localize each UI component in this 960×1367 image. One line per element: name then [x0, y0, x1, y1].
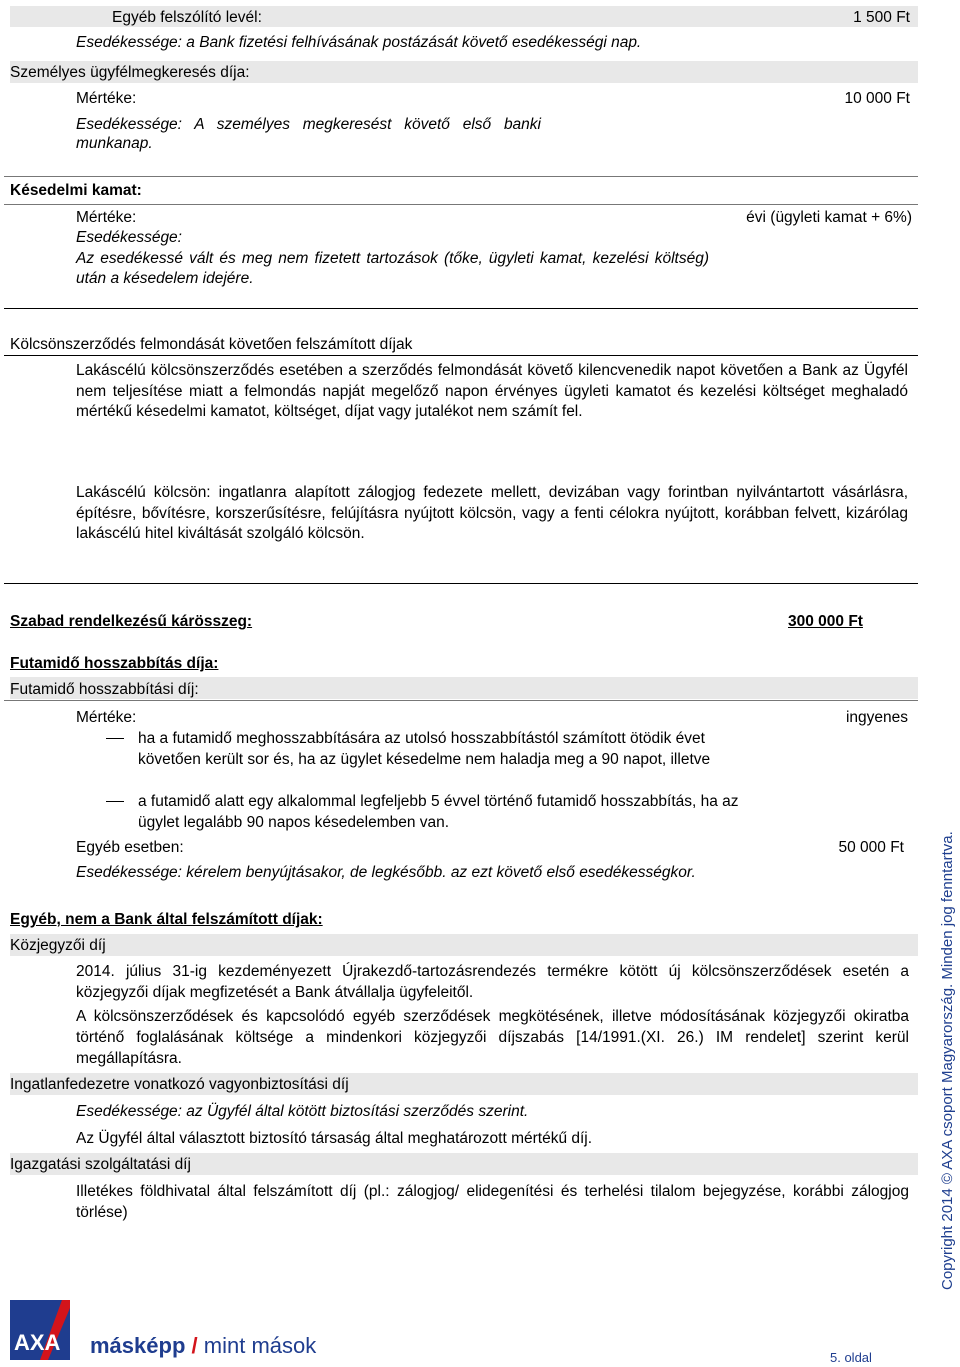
slogan-slash: /	[191, 1333, 198, 1358]
divider	[4, 176, 918, 177]
other-cases-label: Egyéb esetben:	[76, 839, 184, 856]
subtitle-insurance-fee: Ingatlanfedezetre vonatkozó vagyonbiztosítási díj	[10, 1076, 349, 1093]
due-insurance: Esedékessége: az Ügyfél által kötött biztosítási szerződés szerint.	[76, 1103, 529, 1120]
page-number: 5. oldal	[830, 1350, 872, 1365]
paragraph-housing-loan: Lakáscélú kölcsön: ingatlanra alapított zálogjog fedezete mellett, devizában vagy forintban nyilvántartott vásárlásra, építésre, bővítésre, korszerűsítésre, felújításra nyújtott kölcsön, vagy a fenti célokra nyújtott, korábban felvett, kizárólag lakáscélú hitel kiváltását szolgáló kölcsön.	[76, 484, 908, 542]
section-title-late-interest: Késedelmi kamat:	[10, 182, 142, 199]
due-other-letter: Esedékessége: a Bank fizetési felhívásának postázását követő esedékességi nap.	[76, 34, 642, 51]
due-late-interest: Az esedékessé vált és meg nem fizetett tartozások (tőke, ügyleti kamat, kezelési költség) után a késedelem idejére.	[76, 250, 709, 287]
section-title-other-letter: Egyéb felszólító levél:	[112, 9, 262, 26]
due-label: Esedékessége:	[76, 229, 182, 246]
divider	[4, 355, 918, 356]
bullet-dash	[106, 801, 124, 802]
section-heading-other-fees: Egyéb, nem a Bank által felszámított díjak:	[10, 911, 323, 928]
row-background	[10, 934, 918, 956]
axa-logo	[10, 1300, 70, 1360]
paragraph-termination: Lakáscélú kölcsönszerződés esetében a szerződés felmondását követő kilencvenedik napot követően a Bank az Ügyfél nem teljesítése miatt a felmondás napját megelőző napon érvényes ügyleti kamatot és kezelési költséget meghaladó mértékű késedelmi kamatot, költséget, díjat vagy jutalékot nem számít fel.	[76, 362, 908, 420]
subtitle-notary-fee: Közjegyzői díj	[10, 937, 106, 954]
paragraph-notary-1: 2014. július 31-ig kezdeményezett Újrakezdő-tartozásrendezés termékre kötött új kölcsönszerződések esetén a közjegyzői díjak megfizetését a Bank átvállalja ügyfeleitől.	[76, 963, 909, 1001]
section-title-termination-fees: Kölcsönszerződés felmondását követően felszámított díjak	[10, 336, 413, 353]
divider	[4, 204, 918, 205]
text-admin-fee: Illetékes földhivatal által felszámított díj (pl.: zálogjog/ elidegenítési és terhelési tilalom bejegyzése, korábbi zálogjog törlése)	[76, 1183, 909, 1221]
measure-label: Mértéke:	[76, 709, 137, 726]
slogan	[90, 1332, 316, 1360]
logo-text: AXA	[14, 1330, 61, 1355]
slogan-left: másképp	[90, 1333, 186, 1358]
due-term-extension: Esedékessége: kérelem benyújtásakor, de legkésőbb. az ezt követő első esedékességkor.	[76, 864, 696, 881]
text-insurance: Az Ügyfél által választott biztosító társaság által meghatározott mértékű díj.	[76, 1130, 593, 1147]
divider	[4, 583, 918, 584]
amount-free-amount: 300 000 Ft	[788, 613, 863, 630]
bullet-dash	[106, 738, 124, 739]
due-personal-visit: Esedékessége: A személyes megkeresést követő első banki munkanap.	[76, 116, 541, 152]
amount-late-interest: évi (ügyleti kamat + 6%)	[746, 209, 912, 226]
section-title-personal-visit: Személyes ügyfélmegkeresés díja:	[10, 64, 250, 81]
amount-term-extension: ingyenes	[845, 709, 908, 726]
divider	[4, 308, 918, 309]
amount-personal-visit: 10 000 Ft	[844, 90, 910, 107]
divider	[4, 700, 918, 701]
measure-label: Mértéke:	[76, 90, 137, 107]
section-title-free-amount: Szabad rendelkezésű kárösszeg:	[10, 613, 253, 630]
axa-logo-icon	[10, 1300, 70, 1360]
bullet-item-2: a futamidő alatt egy alkalommal legfeljebb 5 évvel történő futamidő hosszabbítás, ha az ügylet legalább 90 napos késedelemben van.	[138, 793, 739, 831]
bullet-item-1: ha a futamidő meghosszabbítására az utolsó hosszabbítástól számított ötödik évet követően került sor és, ha az ügylet késedelme nem haladja meg a 90 napot, illetve	[138, 730, 711, 768]
subtitle-term-extension: Futamidő hosszabbítási díj:	[10, 681, 199, 698]
copyright-notice: Copyright 2014 © AXA csoport Magyarország. Minden jog fenntartva.	[939, 831, 956, 1290]
amount-other-cases: 50 000 Ft	[838, 839, 904, 856]
section-heading-term-extension: Futamidő hosszabbítás díja:	[10, 655, 219, 672]
slogan-right: mint mások	[203, 1333, 317, 1358]
subtitle-admin-fee: Igazgatási szolgáltatási díj	[10, 1156, 191, 1173]
amount-other-letter: 1 500 Ft	[853, 9, 910, 26]
paragraph-notary-2: A kölcsönszerződések és kapcsolódó egyéb szerződések megkötésének, illetve módosításának közjegyzői okiratba történő foglalásának költsége a mindenkori közjegyzői díjszabás [14/1991.(XI. 26.) IM rendelet] szerint kerül megállapításra.	[76, 1008, 909, 1067]
measure-label: Mértéke:	[76, 209, 137, 226]
